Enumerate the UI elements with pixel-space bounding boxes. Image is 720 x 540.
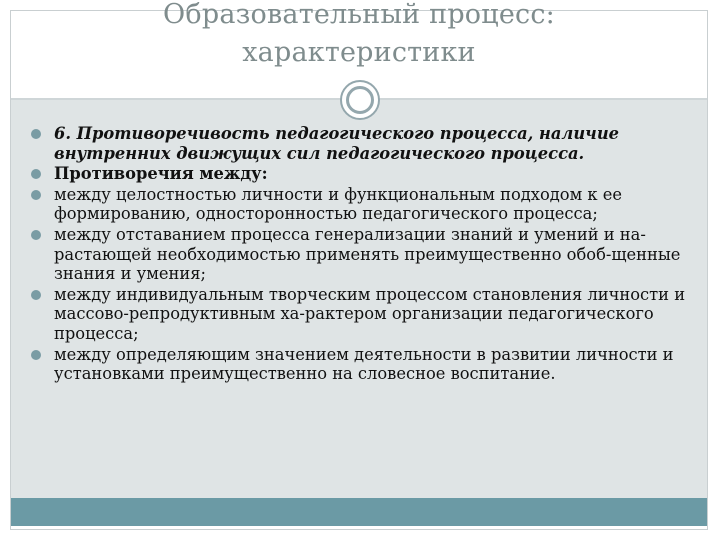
bullet-list [28,124,694,385]
bullet-item [28,285,694,344]
bullet-icon [31,230,41,240]
bullet-icon [31,290,41,300]
bullet-text: Противоречия между: [54,164,268,184]
ring-ornament-inner [346,86,374,114]
bullet-item [28,164,694,184]
bullet-icon [31,129,41,139]
bullet-item [28,225,694,284]
bullet-item [28,345,694,384]
bullet-item [28,185,694,224]
bullet-text: между определяющим значением деятельности в развитии личности и установками преимущественно на словесное воспитание. [54,344,674,384]
slide-title [11,0,707,72]
title-line-2: характеристики [242,37,476,68]
bottom-accent-bar [11,498,707,526]
bullet-text: между индивидуальным творческим процессом становления личности и массово-репродуктивным ха-рактером организации педагогического процесса; [54,284,686,343]
bullet-icon [31,350,41,360]
bullet-text: между отставанием процесса генерализации знаний и умений и на-растающей необходимостью применять преимущественно обоб-щенные знания и умения; [54,224,681,284]
bullet-icon [31,190,41,200]
bullet-item [28,124,694,163]
bullet-text: 6. Противоречивость педагогического процесса, наличие внутренних движущих сил педагогического процесса. [54,124,620,163]
bullet-icon [31,169,41,179]
title-line-1: Образовательный процесс: [163,0,555,30]
bullet-text: между целостностью личности и функциональным подходом к ее формированию, односторонностью педагогического процесса; [54,184,623,224]
